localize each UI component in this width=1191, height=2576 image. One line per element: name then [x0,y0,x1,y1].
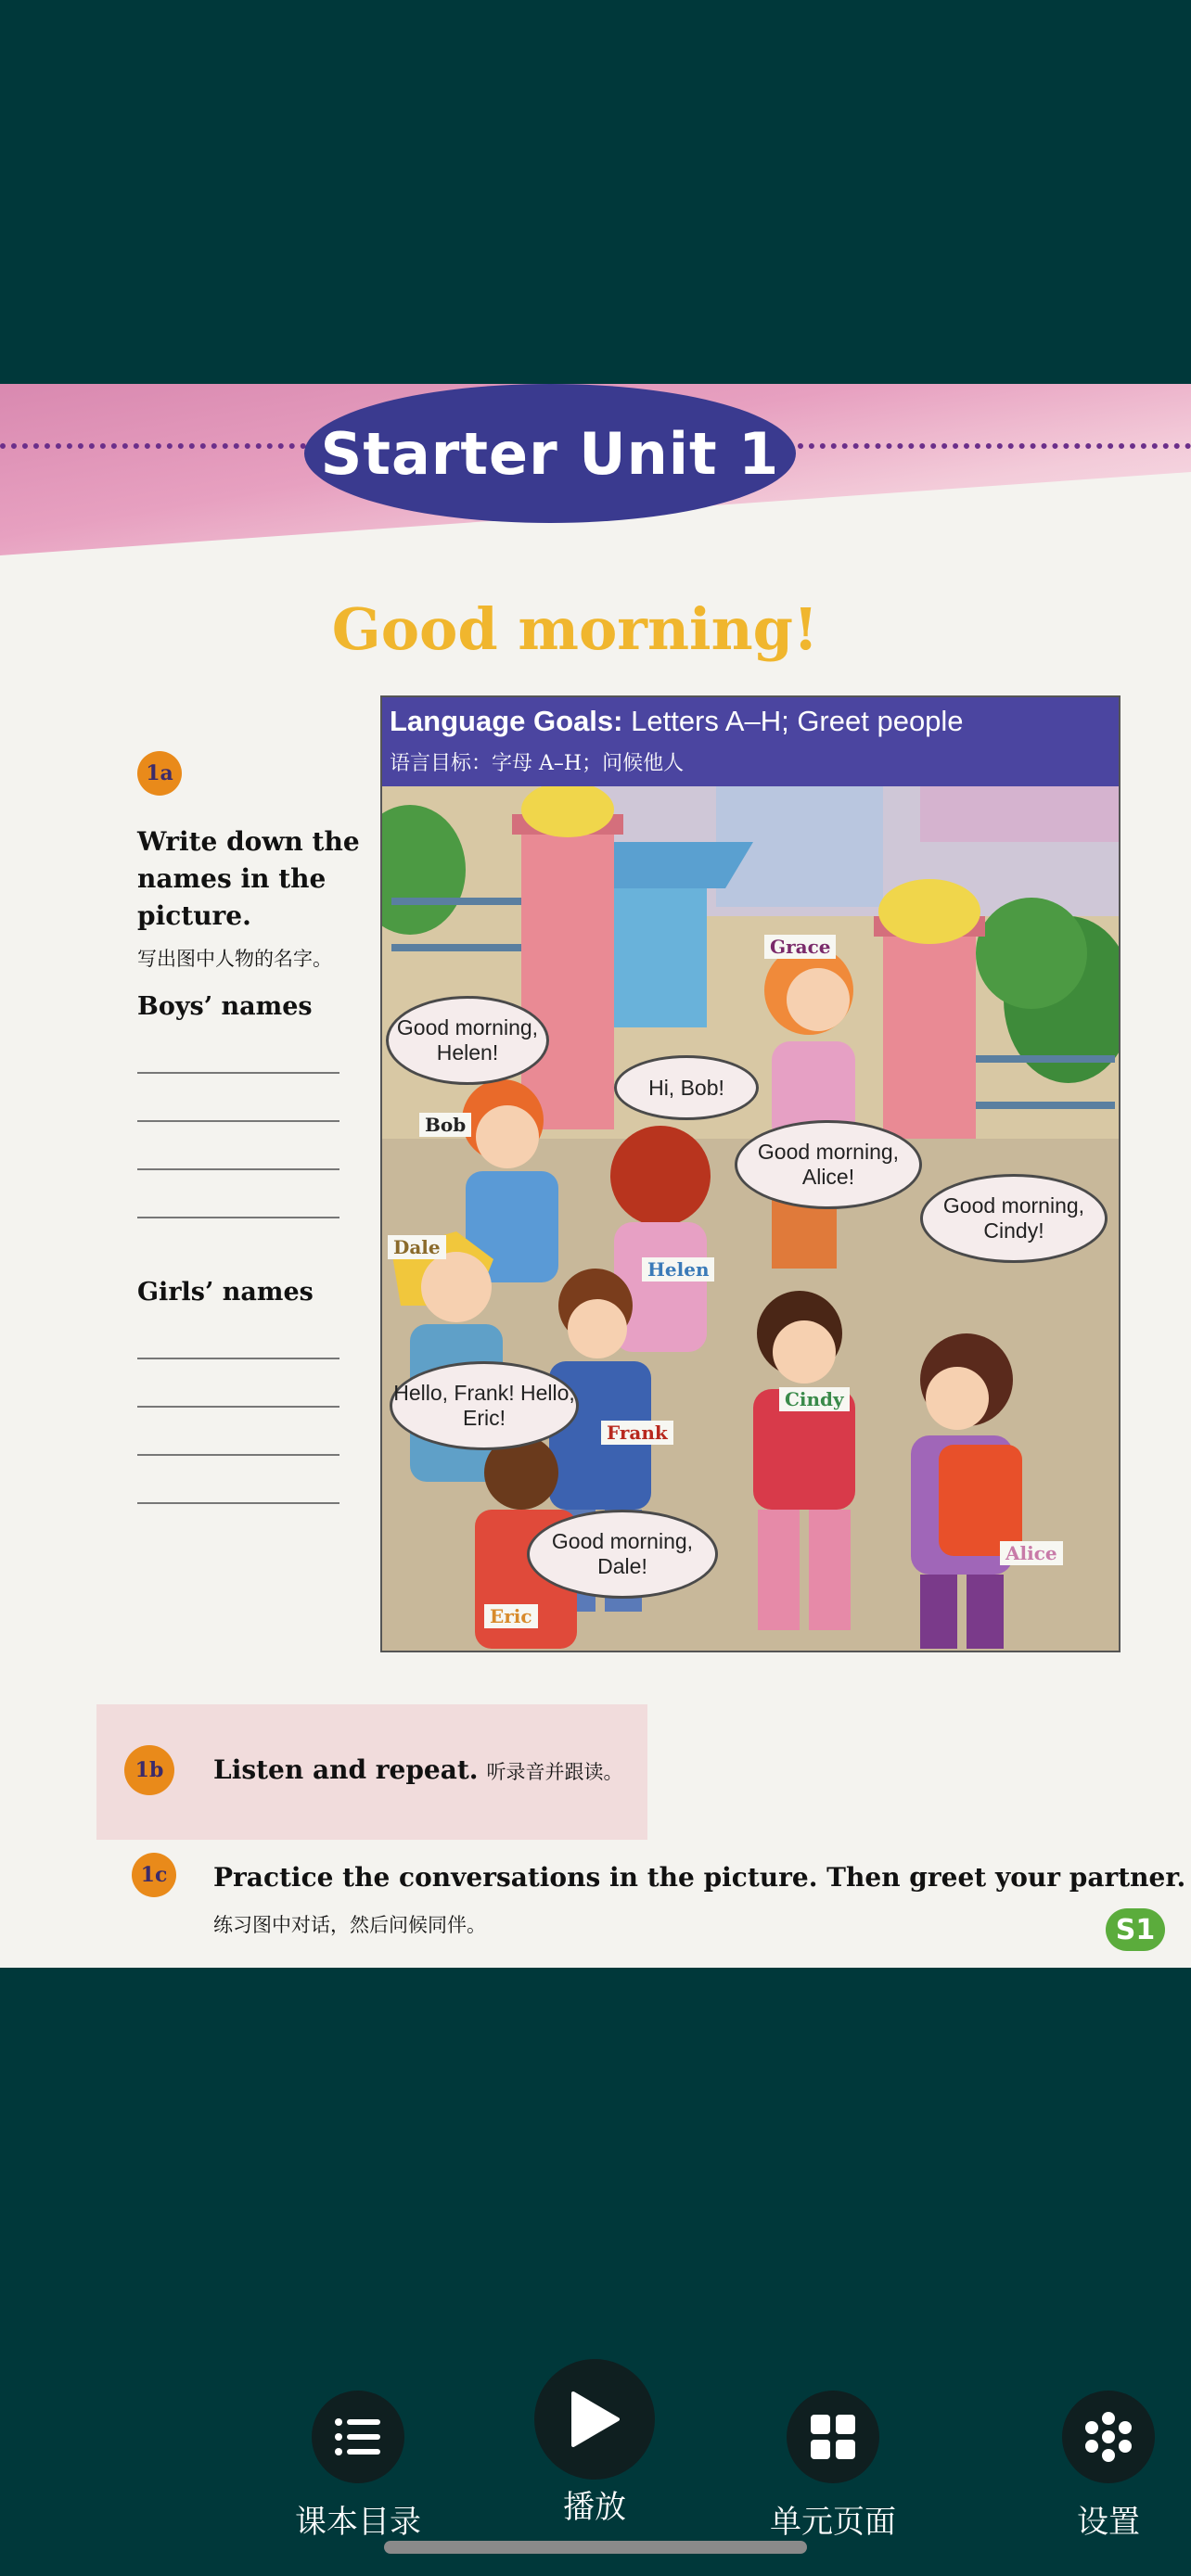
lesson-title: Good morning! [331,595,819,663]
language-goals-value: Letters A–H; Greet people [631,705,964,737]
answer-line [137,1168,339,1170]
answer-line [137,1454,339,1456]
bubble-good-morning-helen: Good morning, Helen! [386,996,549,1085]
bubble-good-morning-alice: Good morning, Alice! [735,1120,922,1209]
nametag-alice: Alice [1000,1541,1063,1565]
nav-play-button[interactable] [534,2359,655,2527]
bubble-good-morning-dale: Good morning, Dale! [527,1510,718,1599]
language-goals-text [390,705,964,738]
badge-1a: 1a [137,751,182,796]
language-goals-zh: 语言目标：字母 A–H；问候他人 [390,752,685,775]
nametag-cindy: Cindy [779,1387,850,1411]
nametag-helen: Helen [642,1257,714,1282]
lesson-picture [380,695,1121,1652]
page-number-badge: S1 [1106,1908,1165,1951]
answer-line [137,1502,339,1504]
listen-repeat-zh: 听录音并跟读。 [486,1761,623,1783]
play-icon [534,2359,655,2480]
badge-1b-headphone-icon[interactable]: 1b [124,1745,174,1795]
banner-dots-left [0,443,306,449]
answer-line [137,1072,339,1074]
instruction-1a: Write down the names in the picture. [137,826,360,931]
nametag-grace: Grace [764,935,836,959]
unit-title: Starter Unit 1 [304,384,796,523]
nav-settings-label: 设置 [1077,2504,1140,2541]
nav-toc-label: 课本目录 [295,2504,421,2541]
language-goals-label: Language Goals: [390,705,623,737]
answer-line [137,1217,339,1218]
nav-unit-page-label: 单元页面 [770,2504,896,2541]
answer-line [137,1406,339,1408]
answer-line [137,1358,339,1359]
home-indicator[interactable] [384,2541,807,2554]
banner-dots-right [798,443,1191,449]
listen-repeat-text: Listen and repeat. [213,1754,479,1785]
boys-names-label: Boys’ names [137,992,313,1021]
practice-text: Practice the conversations in the picture. Then greet your partner. [213,1862,1186,1893]
practice-zh: 练习图中对话，然后问候同伴。 [213,1914,486,1936]
nametag-frank: Frank [601,1421,673,1445]
nav-play-label: 播放 [563,2489,626,2526]
nametag-bob: Bob [419,1113,471,1137]
settings-dots-icon [1062,2391,1155,2483]
listen-repeat-line [213,1754,622,1785]
bubble-hi-bob: Hi, Bob! [614,1055,759,1120]
badge-1c: 1c [132,1853,176,1897]
nametag-eric: Eric [484,1604,538,1628]
list-icon [312,2391,404,2483]
nametag-dale: Dale [388,1235,446,1259]
nav-settings-button[interactable] [1048,2391,1169,2542]
nav-unit-page-button[interactable] [757,2391,909,2542]
grid-icon [787,2391,879,2483]
answer-line [137,1120,339,1122]
bubble-hello-frank-eric: Hello, Frank! Hello, Eric! [390,1361,579,1450]
girls-names-label: Girls’ names [137,1278,314,1307]
bubble-good-morning-cindy: Good morning, Cindy! [920,1174,1108,1263]
nav-toc-button[interactable] [282,2391,434,2542]
instruction-1a-zh: 写出图中人物的名字。 [137,948,332,970]
textbook-page [0,384,1191,1968]
language-goals-band [382,697,1119,786]
